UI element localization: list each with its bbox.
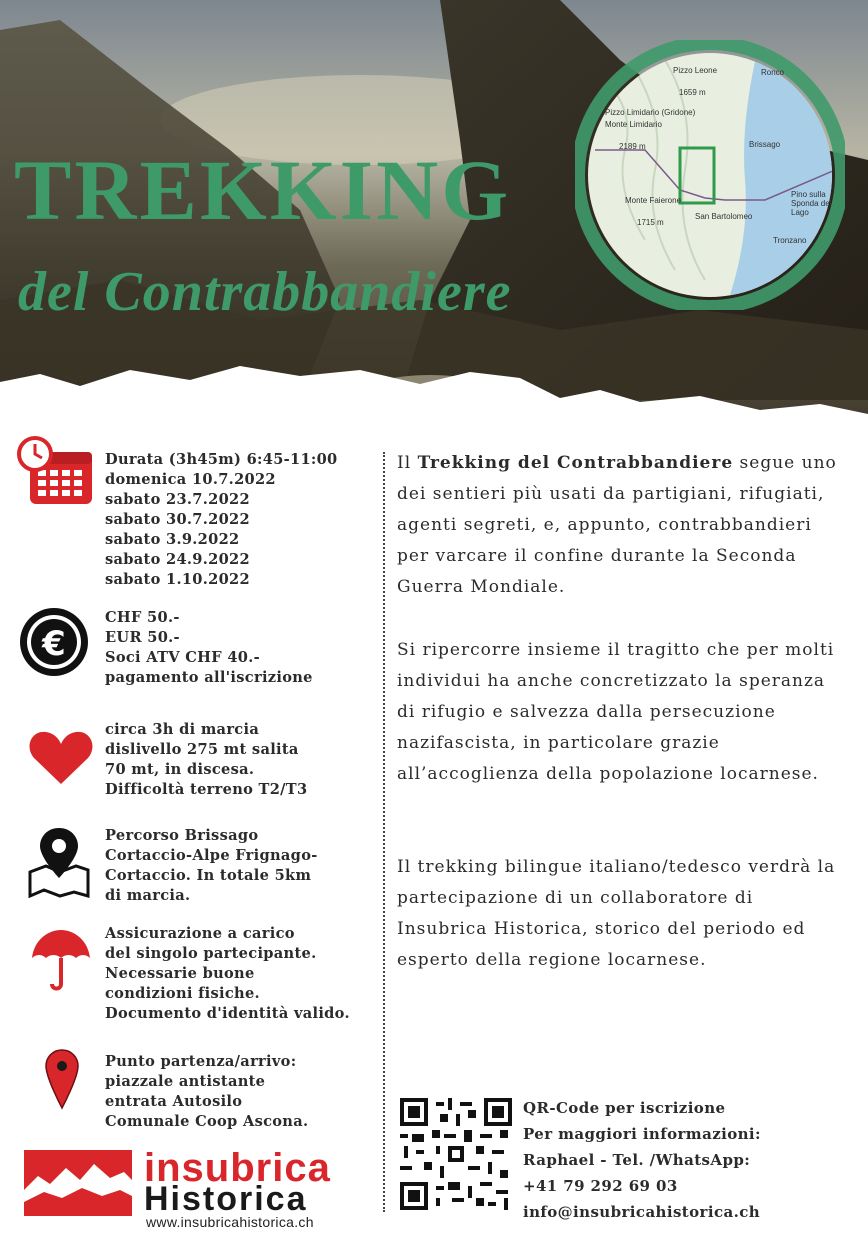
meeting-line: entrata Autosilo [105,1093,243,1110]
location-marker-icon [44,1048,80,1110]
page-subtitle: del Contrabbandiere [18,261,512,323]
insurance-info [105,924,350,1024]
description-paragraph-2: Si ripercorre insieme il tragitto che per molti individui ha anche concretizzato la speranza di rifugio e salvezza dalla persecuzione nazifascista, in particolare grazie all’accoglienza della popolazione locarnese. [397,640,835,784]
effort-info [105,720,307,800]
map-label: Monte Faierone [625,196,682,205]
meeting-line: piazzale antistante [105,1073,266,1090]
price-line: pagamento all'iscrizione [105,669,313,686]
price-line: EUR 50.- [105,629,180,646]
map-label: 1659 m [679,88,706,97]
effort-line: circa 3h di marcia [105,721,260,738]
qr-caption: QR-Code per iscrizione [523,1099,726,1117]
insurance-line: Assicurazione a carico [105,925,295,942]
logo-text-historica: Historica [144,1180,308,1218]
insurance-line: Documento d'identità valido. [105,1005,350,1022]
map-pin-icon [26,826,92,898]
column-divider [383,452,385,1212]
map-label: Pino sulla Sponda del Lago [791,190,832,217]
euro-coin-icon [18,606,90,678]
insurance-line: del singolo partecipante. [105,945,317,962]
map-label: Pizzo Limidario (Gridone) [605,108,696,117]
calendar-clock-icon [16,436,96,508]
contact-email[interactable]: info@insubricahistorica.ch [523,1203,761,1221]
logo-text-insubrica: insubrica [144,1146,331,1190]
schedule-line: sabato 23.7.2022 [105,491,250,508]
contact-info [523,1095,761,1225]
price-line: CHF 50.- [105,609,180,626]
map-graphic [575,40,845,310]
mountain-logo-icon [24,1150,132,1216]
map-label: Ronco [761,68,785,77]
description-prefix: Il [397,453,418,473]
page-title: TREKKING [14,142,512,238]
description-body: segue uno dei sentieri più usati da partigiani, rifugiati, agenti segreti, e, appunto, contrabbandieri per varcare il confine durante la Seconda Guerra Mondiale. [397,453,837,597]
schedule-line: domenica 10.7.2022 [105,471,276,488]
meeting-info [105,1052,308,1132]
map-label: Pizzo Leone [673,66,718,75]
route-line: Cortaccio-Alpe Frignago- [105,847,318,864]
contact-person: Raphael - Tel. /WhatsApp: [523,1151,751,1169]
meeting-line: Punto partenza/arrivo: [105,1053,297,1070]
price-info [105,608,313,688]
insubrica-logo [24,1146,364,1232]
website-link[interactable]: www.insubricahistorica.ch [146,1214,314,1230]
description-paragraph-1 [397,448,847,603]
effort-line: dislivello 275 mt salita [105,741,299,758]
meeting-line: Comunale Coop Ascona. [105,1113,309,1130]
price-line: Soci ATV CHF 40.- [105,649,260,666]
map-label: Tronzano [773,236,807,245]
schedule-line: sabato 30.7.2022 [105,511,250,528]
svg-text:€: € [42,624,66,664]
route-line: Percorso Brissago [105,827,259,844]
map-label: 2189 m [619,142,646,151]
description-highlight: Trekking del Contrabbandiere [417,453,734,473]
schedule-line: Durata (3h45m) 6:45-11:00 [105,451,338,468]
schedule-info [105,450,338,590]
contact-heading: Per maggiori informazioni: [523,1125,761,1143]
umbrella-icon [30,928,92,994]
hero-banner [0,0,868,440]
map-label: Brissago [749,140,781,149]
route-line: Cortaccio. In totale 5km [105,867,312,884]
qr-code[interactable] [400,1098,512,1210]
description-paragraph-3: Il trekking bilingue italiano/tedesco verdrà la partecipazione di un collaboratore di Insubrica Historica, storico del periodo ed esperto della regione locarnese. [397,857,836,970]
effort-line: Difficoltà terreno T2/T3 [105,781,308,798]
schedule-line: sabato 24.9.2022 [105,551,250,568]
schedule-line: sabato 3.9.2022 [105,531,240,548]
insurance-line: condizioni fisiche. [105,985,260,1002]
schedule-line: sabato 1.10.2022 [105,571,250,588]
heart-icon [28,730,94,786]
map-label: 1715 m [637,218,664,227]
insurance-line: Necessarie buone [105,965,255,982]
map-label: San Bartolomeo [695,212,753,221]
map-label: Monte Limidario [605,120,662,129]
contact-phone[interactable]: +41 79 292 69 03 [523,1177,678,1195]
route-map [575,40,845,310]
route-line: di marcia. [105,887,191,904]
effort-line: 70 mt, in discesa. [105,761,255,778]
route-info [105,826,318,906]
